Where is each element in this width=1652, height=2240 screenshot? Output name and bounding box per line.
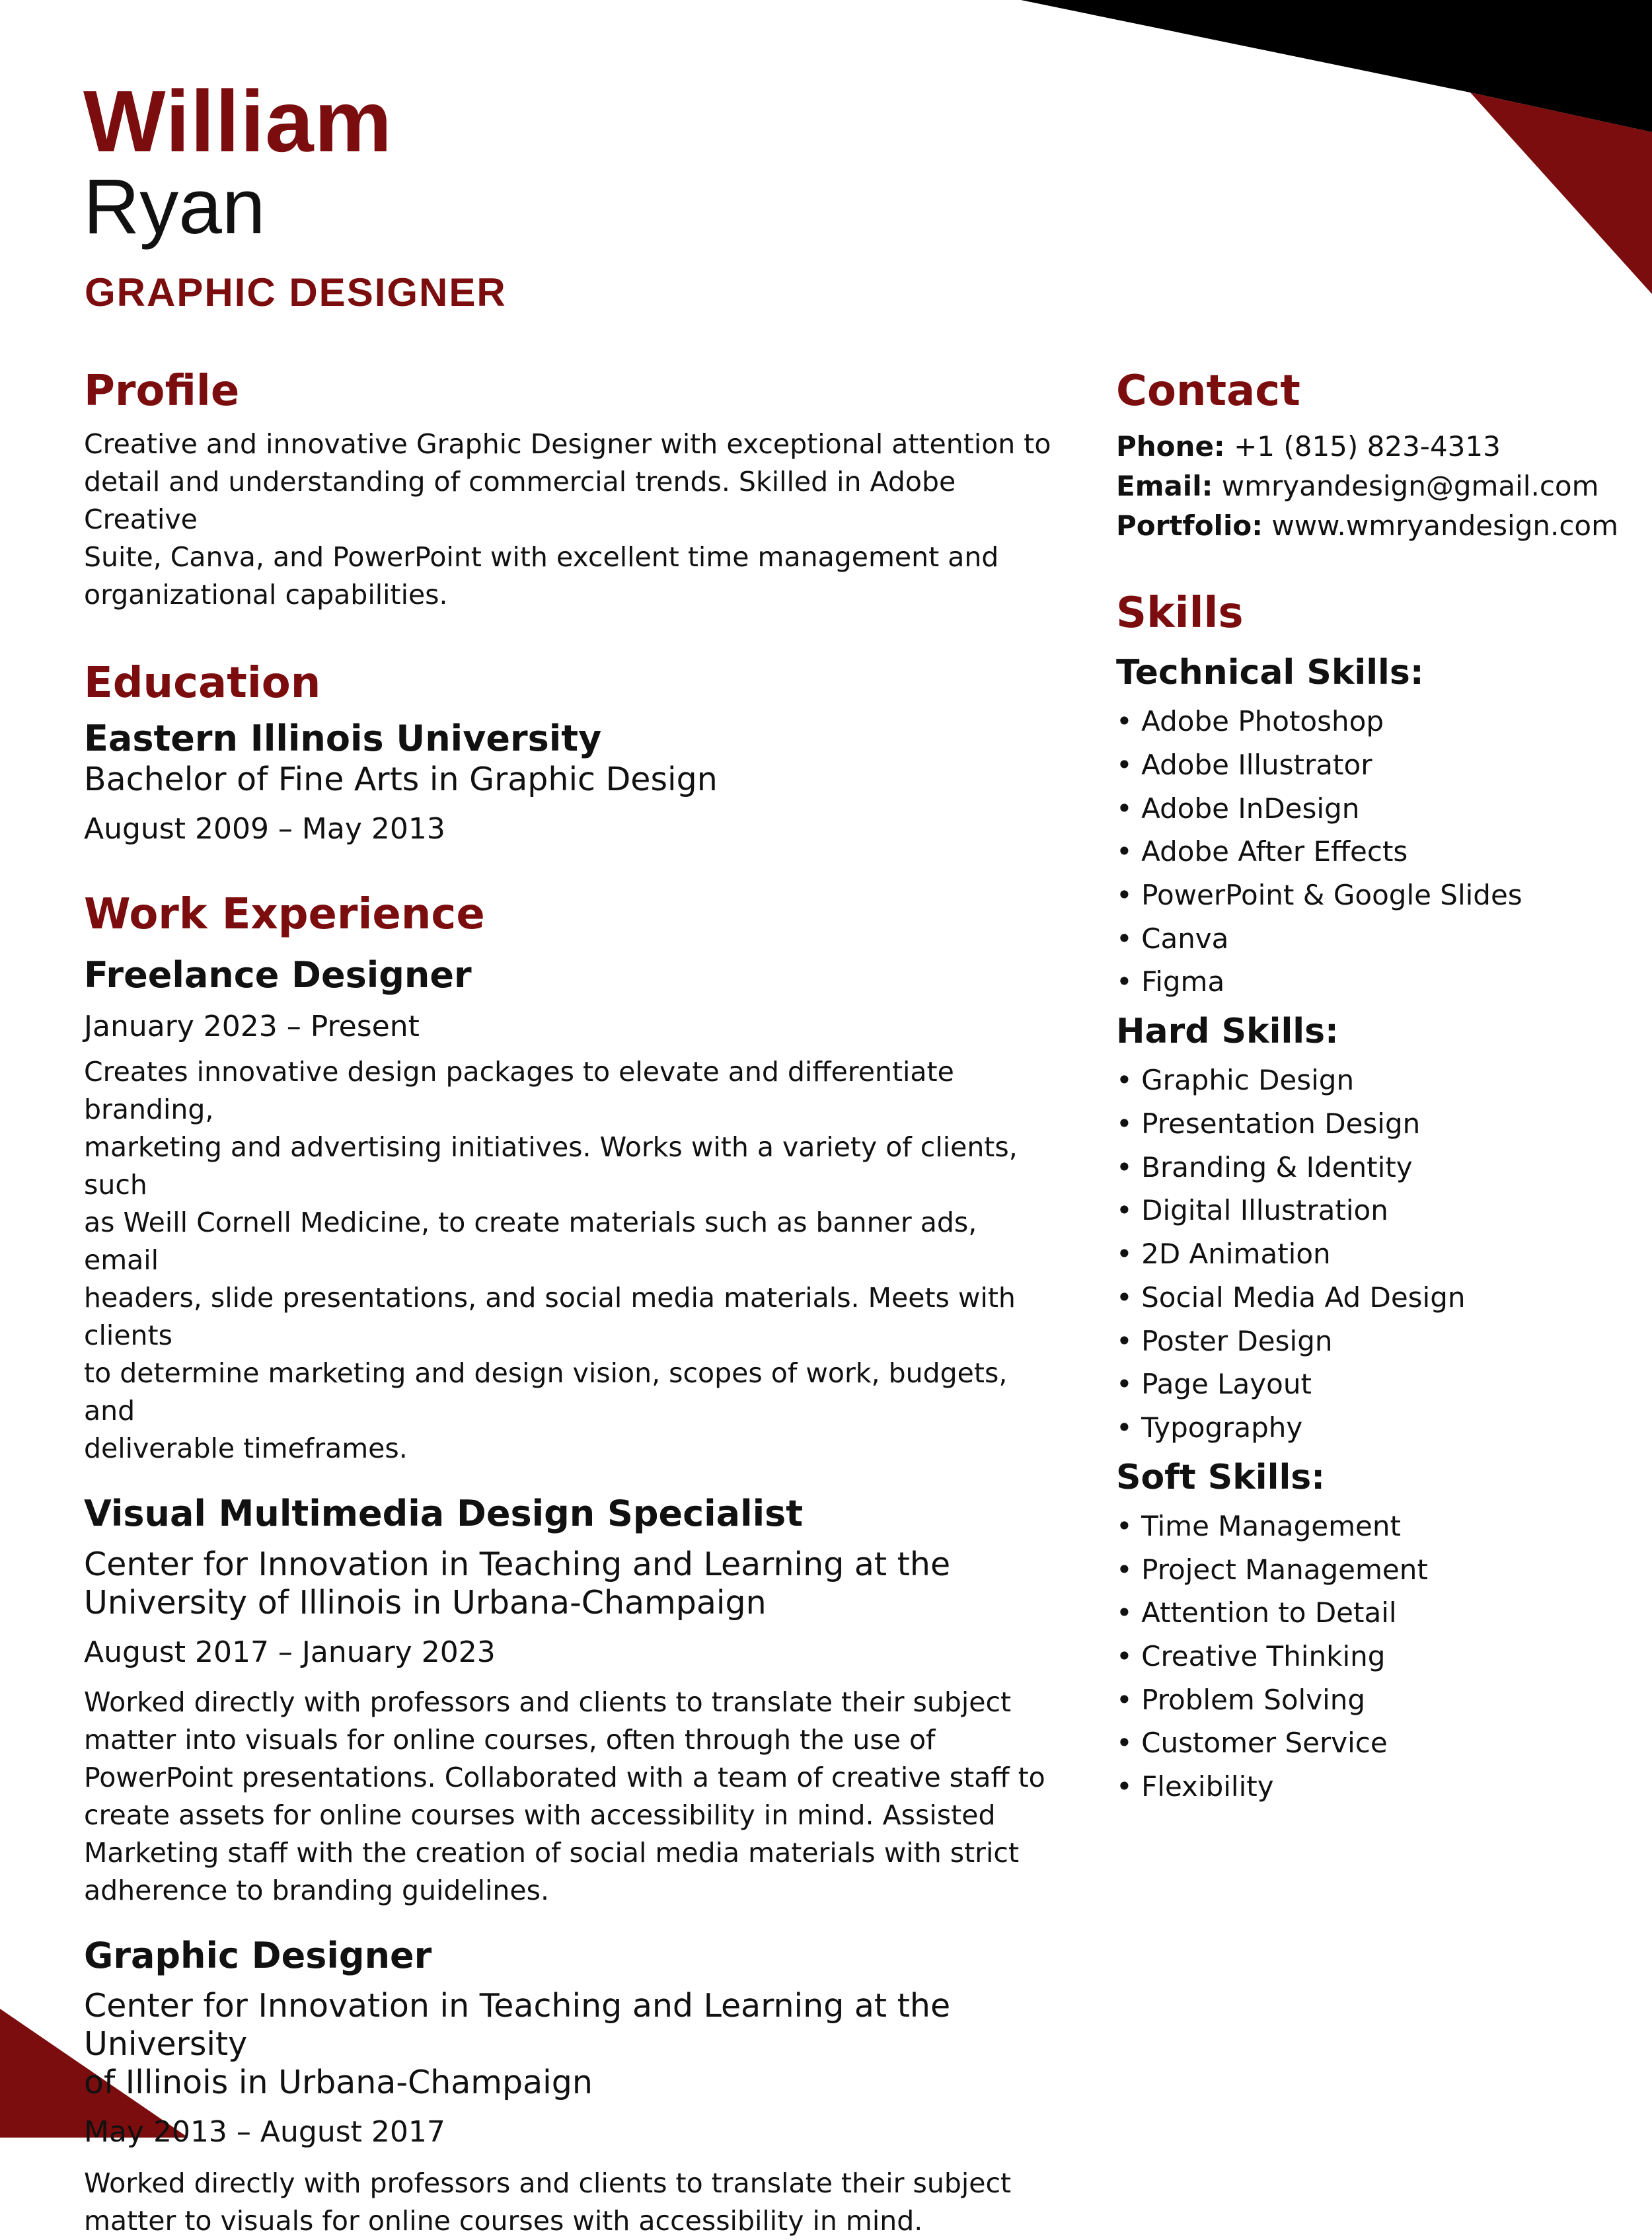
job-organization (84, 1987, 1055, 2102)
job-entry (84, 955, 1055, 1468)
soft-skills-list (1116, 1505, 1632, 1809)
job-org-line: University of Illinois in Urbana-Champaign (84, 1583, 767, 1622)
profile-section (84, 367, 1055, 614)
job-desc-line: to determine marketing and design vision, scopes of work, budgets, and (84, 1357, 1008, 1427)
skill-item: • Time Management (1116, 1505, 1632, 1548)
skill-item: • Adobe InDesign (1116, 787, 1632, 831)
skill-item: • Figma (1116, 960, 1632, 1004)
job-description (84, 2165, 1055, 2240)
job-desc-line: Worked directly with professors and clients to translate their subject (84, 2167, 1012, 2199)
contact-email (1116, 467, 1632, 506)
work-heading: Work Experience (84, 890, 485, 940)
profile-heading: Profile (84, 367, 240, 416)
skill-item: • Branding & Identity (1116, 1146, 1632, 1189)
portfolio-label: Portfolio: (1116, 509, 1263, 542)
skill-item: • Creative Thinking (1116, 1635, 1632, 1678)
job-desc-line: Creates innovative design packages to elevate and differentiate branding, (84, 1056, 954, 1126)
skill-item: • Problem Solving (1116, 1678, 1632, 1722)
job-desc-line: matter to visuals for online courses with accessibility in mind. (84, 2204, 923, 2237)
last-name: Ryan (83, 163, 266, 250)
email-label: Email: (1116, 470, 1213, 502)
skill-item: • Digital Illustration (1116, 1189, 1632, 1232)
contact-list (1116, 427, 1632, 546)
right-column (1116, 367, 1632, 1809)
job-dates: May 2013 – August 2017 (84, 2114, 445, 2149)
skill-item: • Adobe Illustrator (1116, 743, 1632, 787)
job-title: Visual Multimedia Design Specialist (84, 1493, 804, 1535)
job-org-line: Center for Innovation in Teaching and Learning at the (84, 1545, 951, 1583)
job-desc-line: PowerPoint presentations. Collaborated with a team of creative staff to (84, 1761, 1045, 1793)
email-value[interactable]: wmryandesign@gmail.com (1221, 470, 1599, 502)
education-heading: Education (84, 659, 321, 708)
job-desc-line: deliverable timeframes. (84, 1433, 408, 1465)
job-description (84, 1684, 1055, 1910)
contact-section (1116, 367, 1632, 546)
skill-item: • PowerPoint & Google Slides (1116, 874, 1632, 917)
skills-heading: Skills (1116, 589, 1244, 638)
job-title: GRAPHIC DESIGNER (85, 270, 507, 315)
job-desc-line: adherence to branding guidelines. (84, 1874, 550, 1906)
technical-skills-heading: Technical Skills: (1116, 653, 1424, 692)
phone-label: Phone: (1116, 430, 1225, 463)
portfolio-link[interactable]: www.wmryandesign.com (1271, 509, 1619, 542)
skill-item: • Page Layout (1116, 1363, 1632, 1406)
job-org-line: of Illinois in Urbana-Champaign (84, 2063, 593, 2101)
skill-item: • Typography (1116, 1406, 1632, 1450)
soft-skills-heading: Soft Skills: (1116, 1457, 1326, 1497)
job-dates: January 2023 – Present (84, 1009, 420, 1043)
skill-item: • Canva (1116, 917, 1632, 961)
job-title: Freelance Designer (84, 954, 472, 996)
skill-item: • Customer Service (1116, 1721, 1632, 1765)
job-org-line: Center for Innovation in Teaching and Learning at the University (84, 1986, 951, 2063)
job-desc-line: as Weill Cornell Medicine, to create materials such as banner ads, email (84, 1207, 977, 1277)
skill-item: • Social Media Ad Design (1116, 1276, 1632, 1320)
work-section (84, 890, 1055, 2240)
skill-item: • Project Management (1116, 1548, 1632, 1592)
first-name: William (83, 73, 393, 170)
hard-skills-heading: Hard Skills: (1116, 1012, 1339, 1052)
job-organization (84, 1546, 1055, 1622)
job-desc-line: marketing and advertising initiatives. Works with a variety of clients, such (84, 1131, 1018, 1201)
education-dates: August 2009 – May 2013 (84, 812, 445, 846)
job-dates: August 2017 – January 2023 (84, 1635, 496, 1669)
contact-heading: Contact (1116, 367, 1300, 416)
skill-item: • Presentation Design (1116, 1102, 1632, 1146)
school-name: Eastern Illinois University (84, 718, 602, 759)
education-section (84, 659, 1055, 847)
skill-item: • Graphic Design (1116, 1059, 1632, 1102)
contact-portfolio (1116, 506, 1632, 546)
left-column (84, 367, 1055, 2240)
job-description (84, 1053, 1055, 1468)
skill-item: • Attention to Detail (1116, 1591, 1632, 1635)
job-entry (84, 1936, 1055, 2240)
contact-phone (1116, 427, 1632, 467)
skill-item: • Poster Design (1116, 1320, 1632, 1363)
profile-line: detail and understanding of commercial trends. Skilled in Adobe Creative (84, 466, 956, 535)
technical-skills-list (1116, 700, 1632, 1004)
skill-item: • 2D Animation (1116, 1232, 1632, 1276)
profile-text (84, 426, 1055, 614)
job-desc-line: headers, slide presentations, and social media materials. Meets with clients (84, 1282, 1016, 1352)
skill-item: • Flexibility (1116, 1765, 1632, 1809)
skill-item: • Adobe Photoshop (1116, 700, 1632, 743)
job-desc-line: create assets for online courses with accessibility in mind. Assisted (84, 1799, 996, 1831)
job-desc-line: Marketing staff with the creation of social media materials with strict (84, 1836, 1020, 1869)
degree: Bachelor of Fine Arts in Graphic Design (84, 761, 718, 799)
profile-line: organizational capabilities. (84, 579, 448, 611)
phone-value[interactable]: +1 (815) 823-4313 (1234, 430, 1501, 463)
job-desc-line: Worked directly with professors and clients to translate their subject (84, 1686, 1012, 1718)
profile-line: Suite, Canva, and PowerPoint with excellent time management and (84, 541, 999, 573)
job-entry (84, 1494, 1055, 1909)
job-title: Graphic Designer (84, 1934, 432, 1976)
skills-section (1116, 589, 1632, 1809)
profile-line: Creative and innovative Graphic Designer with exceptional attention to (84, 428, 1051, 460)
skill-item: • Adobe After Effects (1116, 830, 1632, 874)
hard-skills-list (1116, 1059, 1632, 1449)
job-desc-line: matter into visuals for online courses, often through the use of (84, 1723, 936, 1756)
